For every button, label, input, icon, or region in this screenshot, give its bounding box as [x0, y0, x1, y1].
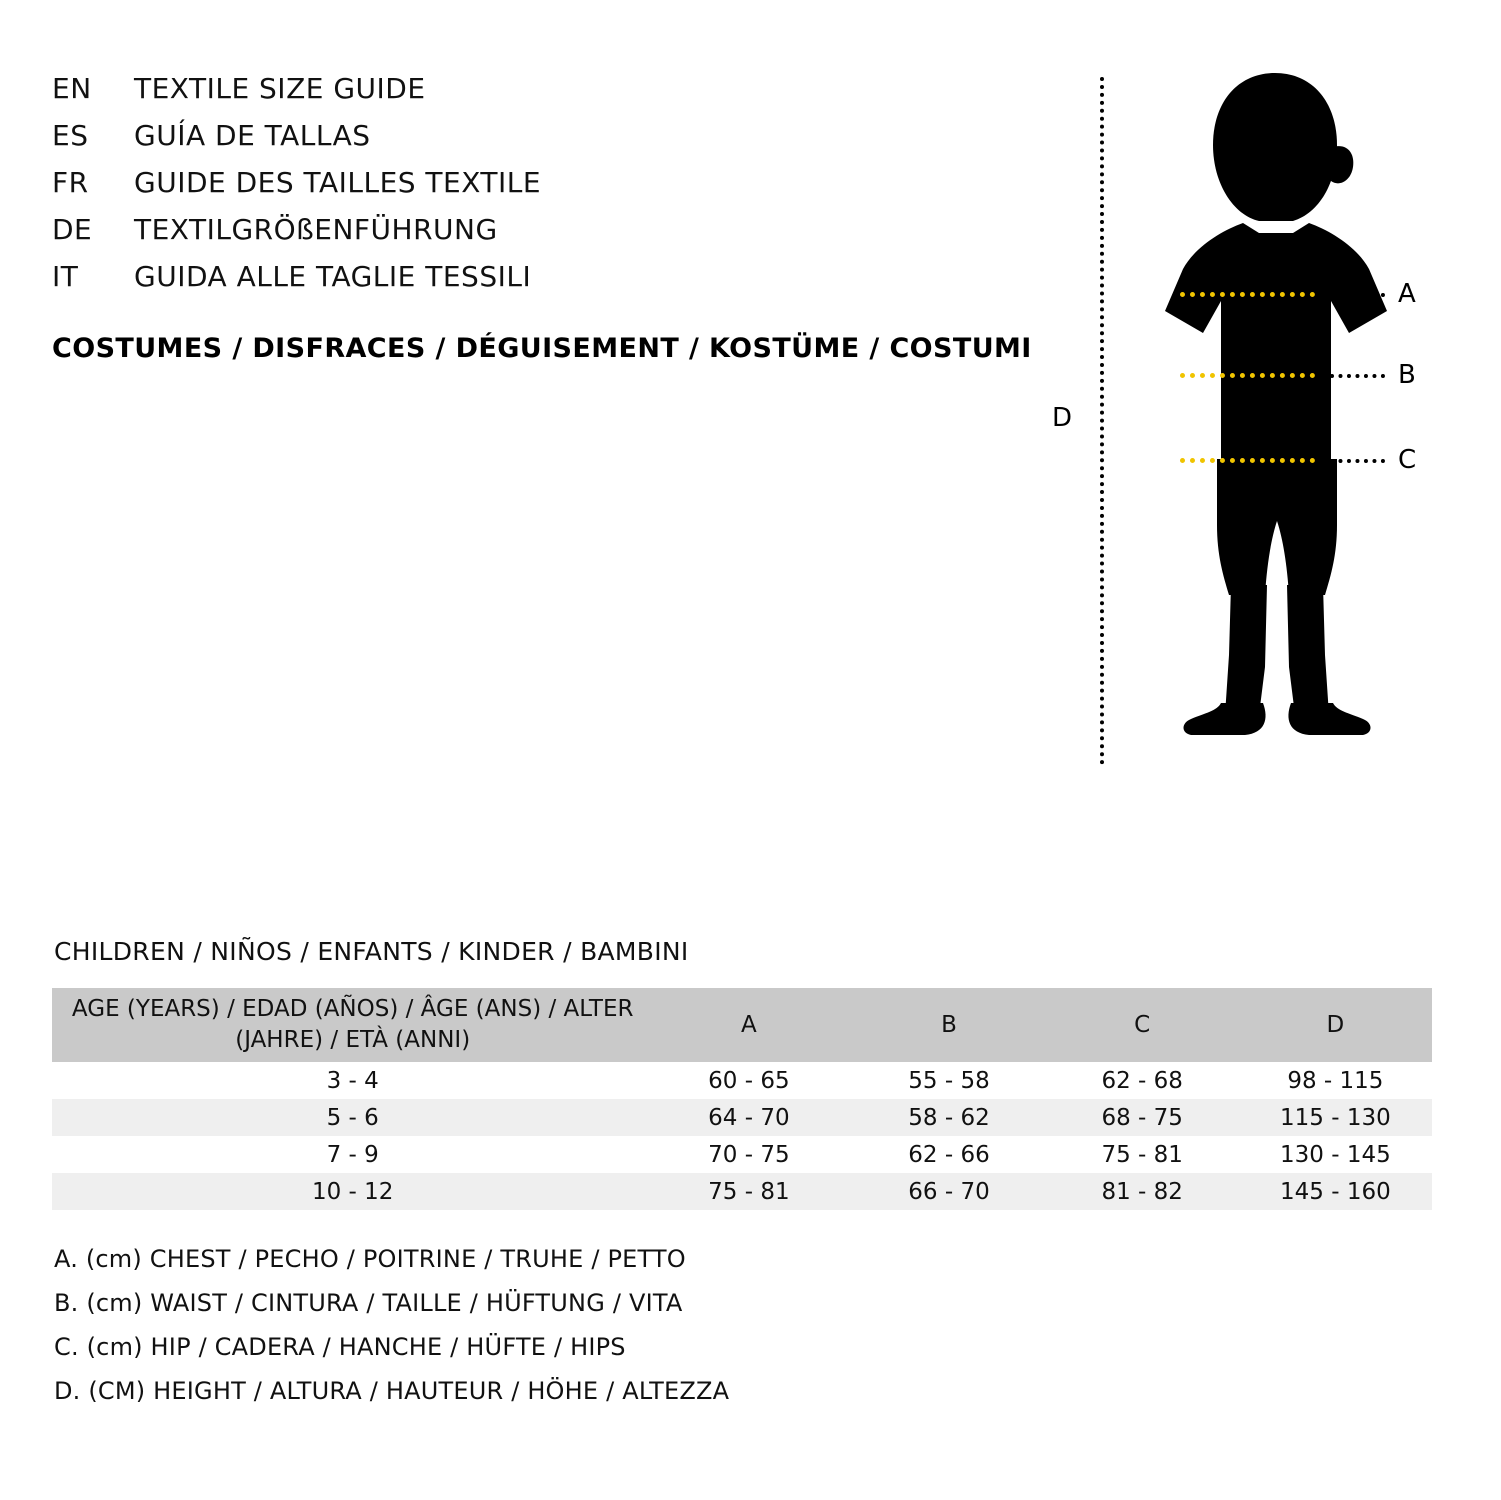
cell-chest: 60 - 65 [645, 1062, 852, 1099]
chest-measure-line [1180, 292, 1315, 297]
table-row [52, 1099, 1432, 1136]
cell-waist: 55 - 58 [852, 1062, 1045, 1099]
cell-hip: 62 - 68 [1046, 1062, 1239, 1099]
cell-hip: 68 - 75 [1046, 1099, 1239, 1136]
cell-height: 130 - 145 [1239, 1136, 1432, 1173]
column-header-c: C [1046, 988, 1239, 1062]
legend-item-a: A. (cm) CHEST / PECHO / POITRINE / TRUHE / PETTO [54, 1245, 686, 1273]
cell-height: 98 - 115 [1239, 1062, 1432, 1099]
legend-item-d: D. (CM) HEIGHT / ALTURA / HAUTEUR / HÖHE / ALTEZZA [54, 1377, 730, 1405]
table-row [52, 1062, 1432, 1099]
cell-age: 7 - 9 [52, 1136, 645, 1173]
table-row [52, 1173, 1432, 1210]
hip-measure-line [1180, 458, 1315, 463]
cell-chest: 75 - 81 [645, 1173, 852, 1210]
cell-waist: 62 - 66 [852, 1136, 1045, 1173]
chest-connector-line [1330, 293, 1385, 297]
waist-connector-line [1330, 374, 1385, 378]
language-code-es: ES [52, 119, 89, 152]
cell-chest: 70 - 75 [645, 1136, 852, 1173]
cell-height: 145 - 160 [1239, 1173, 1432, 1210]
language-code-fr: FR [52, 166, 89, 199]
column-header-a: A [645, 988, 852, 1062]
measure-label-c: C [1398, 445, 1417, 475]
language-code-en: EN [52, 72, 92, 105]
hip-connector-line [1330, 459, 1385, 463]
cell-chest: 64 - 70 [645, 1099, 852, 1136]
measure-label-d: D [1052, 403, 1073, 433]
cell-hip: 81 - 82 [1046, 1173, 1239, 1210]
language-text-fr: GUIDE DES TAILLES TEXTILE [134, 166, 542, 199]
language-code-de: DE [52, 213, 93, 246]
cell-height: 115 - 130 [1239, 1099, 1432, 1136]
language-row-de [52, 213, 1052, 260]
costumes-subtitle: COSTUMES / DISFRACES / DÉGUISEMENT / KOSTÜME / COSTUMI [52, 333, 1032, 364]
column-header-age: AGE (YEARS) / EDAD (AÑOS) / ÂGE (ANS) / ALTER (JAHRE) / ETÀ (ANNI) [52, 988, 645, 1062]
language-text-es: GUÍA DE TALLAS [134, 119, 371, 152]
table-header-row [52, 988, 1432, 1062]
table-row [52, 1136, 1432, 1173]
language-row-fr [52, 166, 1052, 213]
language-row-it [52, 260, 1052, 307]
legend [54, 1245, 729, 1421]
language-row-es [52, 119, 1052, 166]
child-silhouette-icon [1125, 55, 1425, 755]
table-title: CHILDREN / NIÑOS / ENFANTS / KINDER / BAMBINI [54, 937, 689, 966]
legend-item-b: B. (cm) WAIST / CINTURA / TAILLE / HÜFTUNG / VITA [54, 1289, 683, 1317]
cell-waist: 66 - 70 [852, 1173, 1045, 1210]
measure-label-a: A [1398, 279, 1416, 309]
column-header-d: D [1239, 988, 1432, 1062]
size-table [52, 988, 1432, 1210]
cell-hip: 75 - 81 [1046, 1136, 1239, 1173]
language-code-it: IT [52, 260, 79, 293]
column-header-b: B [852, 988, 1045, 1062]
language-list [52, 72, 1052, 307]
language-row-en [52, 72, 1052, 119]
cell-age: 3 - 4 [52, 1062, 645, 1099]
height-measure-line [1100, 77, 1104, 765]
cell-waist: 58 - 62 [852, 1099, 1045, 1136]
language-text-en: TEXTILE SIZE GUIDE [134, 72, 426, 105]
waist-measure-line [1180, 373, 1315, 378]
measure-label-b: B [1398, 360, 1416, 390]
cell-age: 5 - 6 [52, 1099, 645, 1136]
language-text-it: GUIDA ALLE TAGLIE TESSILI [134, 260, 532, 293]
language-text-de: TEXTILGRÖßENFÜHRUNG [134, 213, 498, 246]
cell-age: 10 - 12 [52, 1173, 645, 1210]
legend-item-c: C. (cm) HIP / CADERA / HANCHE / HÜFTE / HIPS [54, 1333, 626, 1361]
size-figure [1030, 55, 1450, 755]
